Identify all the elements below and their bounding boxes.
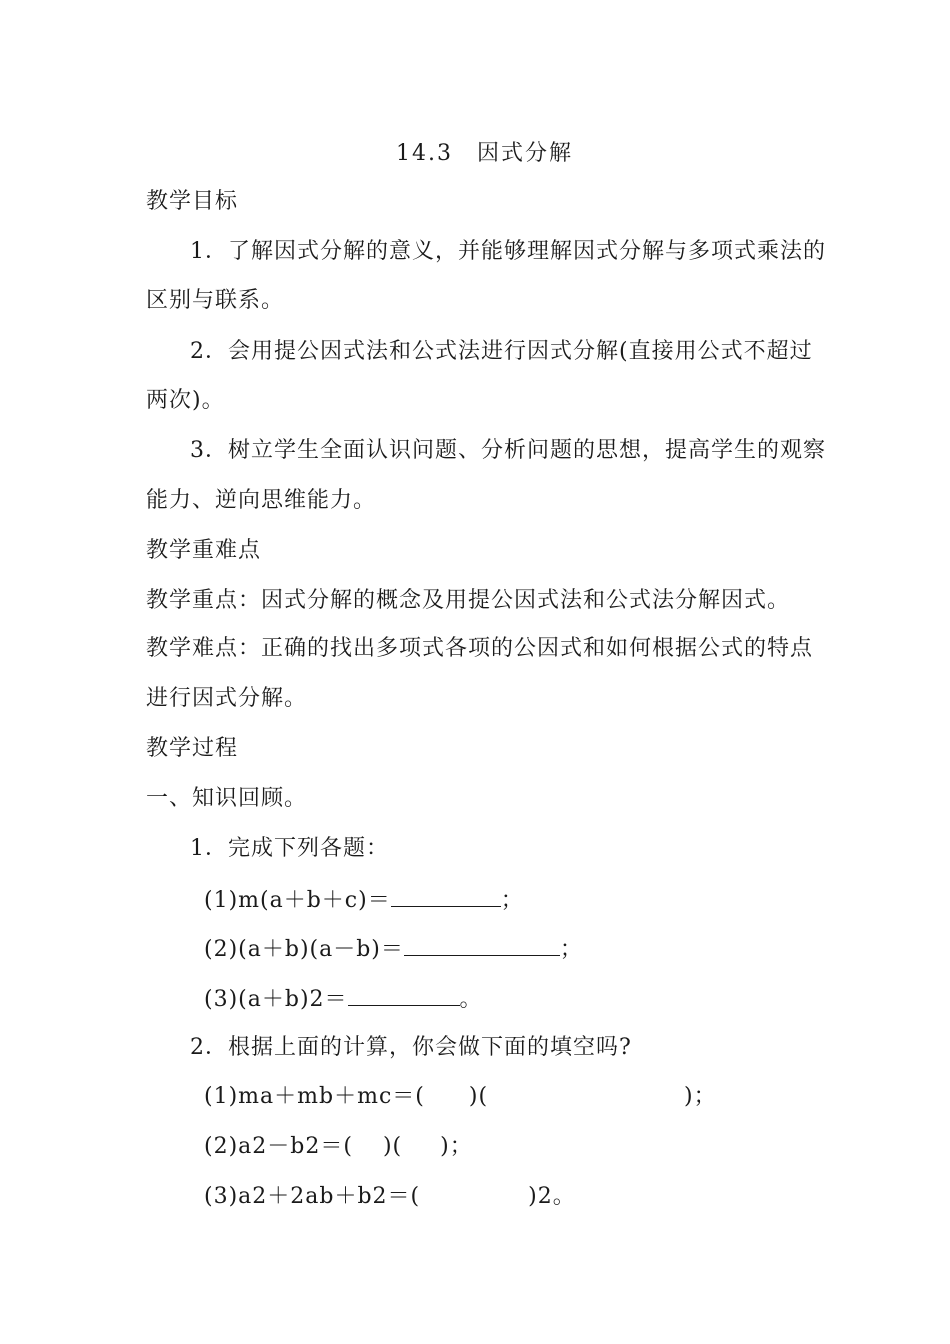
q2-2-mid: )( (382, 1134, 403, 1159)
question-1: 1．完成下列各题： (190, 836, 389, 861)
section-1-heading: 一、知识回顾。 (146, 786, 308, 811)
question-2-item-1 (204, 1082, 717, 1112)
q1-2-text: (2)(a＋b)(a－b)＝ (204, 937, 404, 962)
q1-2-suffix: ； (559, 937, 583, 962)
q1-3-text: (3)(a＋b)2＝ (204, 987, 348, 1012)
difficulty-line-1: 教学难点：正确的找出多项式各项的公因式和如何根据公式的特点 (146, 636, 814, 661)
keypoints-heading: 教学重难点 (146, 538, 262, 563)
objective-3-line-1: 3．树立学生全面认识问题、分析问题的思想，提高学生的观察 (190, 438, 826, 463)
q2-1-text: (1)ma＋mb＋mc＝( (204, 1084, 425, 1109)
objective-3-line-2: 能力、逆向思维能力。 (146, 488, 377, 513)
question-2-item-3 (204, 1182, 576, 1212)
difficulty-line-2: 进行因式分解。 (146, 686, 308, 711)
objectives-heading: 教学目标 (146, 189, 239, 214)
key-point-text: 教学重点：因式分解的概念及用提公因式法和公式法分解因式。 (146, 588, 791, 613)
question-2-item-2 (204, 1132, 473, 1162)
q1-1-blank[interactable] (391, 884, 501, 907)
question-1-item-2 (204, 933, 583, 965)
q2-2-text: (2)a2－b2＝( (204, 1134, 353, 1159)
q2-3-end: )2。 (528, 1184, 576, 1209)
q1-2-blank[interactable] (404, 933, 560, 956)
objective-2-line-1: 2．会用提公因式法和公式法进行因式分解(直接用公式不超过 (190, 339, 813, 364)
q2-3-text: (3)a2＋2ab＋b2＝( (204, 1184, 421, 1209)
question-1-item-1 (204, 884, 524, 916)
q1-3-blank[interactable] (348, 983, 460, 1006)
q1-1-text: (1)m(a＋b＋c)＝ (204, 888, 391, 913)
process-heading: 教学过程 (146, 736, 239, 761)
objective-1-line-1: 1．了解因式分解的意义，并能够理解因式分解与多项式乘法的 (190, 239, 826, 264)
objective-1-line-2: 区别与联系。 (146, 288, 285, 313)
question-1-item-3 (204, 983, 483, 1015)
q2-1-mid: )( (468, 1084, 489, 1109)
question-2: 2．根据上面的计算，你会做下面的填空吗? (190, 1035, 632, 1060)
q2-1-end: )； (684, 1084, 717, 1109)
document-title: 14.3 因式分解 (396, 141, 573, 166)
objective-2-line-2: 两次)。 (146, 388, 225, 413)
q2-2-end: )； (440, 1134, 473, 1159)
q1-3-suffix: 。 (459, 987, 483, 1012)
q1-1-suffix: ； (500, 888, 524, 913)
